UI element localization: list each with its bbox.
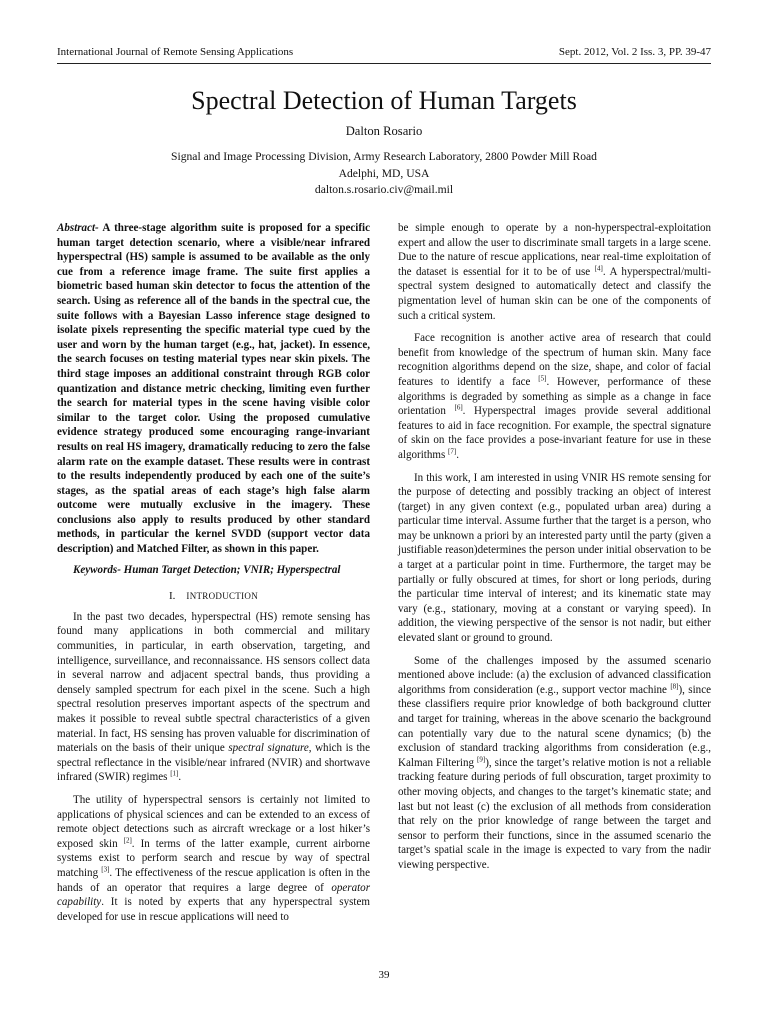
issue-info: Sept. 2012, Vol. 2 Iss. 3, PP. 39-47 xyxy=(558,46,711,58)
affiliation-block xyxy=(0,149,768,199)
right-column xyxy=(398,221,711,881)
header-rule xyxy=(57,63,711,64)
paper-title: Spectral Detection of Human Targets xyxy=(191,86,577,115)
citation: [9] xyxy=(477,755,486,764)
citation: [2] xyxy=(123,836,132,845)
section-number: I. xyxy=(168,590,176,603)
intro-paragraph-1: In the past two decades, hyperspectral (HS) remote sensing has found many applications in both commercial and military communities, in particular, in earth observation, targeting, and intelligence, surveillance, and reconnaissance. HS sensors collect data in several narrow and adjacent spectral bands, thus providing a densely sampled spectrum for each pixel in the scene. Such a high spectral resolution preserves important aspects of the spectrum and makes it possible to reveal subtle spectral characteristics of a given material. In fact, HS sensing has proven valuable for discrimination of materials on the basis of their unique spectral signature, which is the spectral reflectance in the visible/near infrared (NVIR) and shortwave infrared (SWIR) regimes [1]. xyxy=(57,610,370,784)
citation: [8] xyxy=(670,682,679,691)
journal-name: International Journal of Remote Sensing Applications xyxy=(57,46,294,58)
author-email: dalton.s.rosario.civ@mail.mil xyxy=(314,183,454,197)
citation: [7] xyxy=(448,447,457,456)
affiliation-line-1: Signal and Image Processing Division, Army Research Laboratory, 2800 Powder Mill Road xyxy=(171,150,597,163)
author-name: Dalton Rosario xyxy=(345,124,423,138)
section-title: INTRODUCTION xyxy=(186,591,258,602)
intro-paragraph-2: The utility of hyperspectral sensors is certainly not limited to applications of physical sciences and can be extended to an excess of remote object detections such as aircraft wreckage or a lost hiker’s exposed skin [2]. In terms of the latter example, current airborne systems exist to perform search and rescue by way of spectral matching [3]. The effectiveness of the rescue application is often in the hands of an operator that requires a large degree of operator capability. It is noted by experts that any hyperspectral system developed for use in rescue applications will need to xyxy=(57,793,370,923)
intro-paragraph-5: In this work, I am interested in using VNIR HS remote sensing for the purpose of detecting and possibly tracking an object of interest (target) in any given context (e.g., populated urban area) during a particular time interval. Assume further that the target is a person, who may be unknown a priori by an interested party until the party (given a justifiable reason)determines the person under initial observation to be a target at a particular point in time. Furthermore, the target may be partially or fully obscured at times, for short or long periods, during the particular time interval of interest; and its kinematic state may vary (e.g., stationary, moving at a constant or varying speed). In addition, the viewing perspective of the sensor is not nadir, but either elevated slant or ground to ground. xyxy=(398,471,711,645)
citation: [3] xyxy=(101,865,110,874)
abstract xyxy=(57,221,370,557)
citation: [4] xyxy=(594,264,603,273)
emphasis-operator-capability: operator capability xyxy=(57,881,370,909)
emphasis-spectral-signature: spectral signature xyxy=(228,742,309,755)
abstract-label: Abstract- xyxy=(57,222,99,234)
intro-paragraph-4: Face recognition is another active area of research that could benefit from knowledge of the spectrum of human skin. Many face recognition algorithms depend on the size, shape, and color of facial features to identify a face [5]. However, performance of these algorithms is degraded by something as simple as a change in face orientation [6]. Hyperspectral images provide several additional features to aid in face recognition. For example, the spectral signature of skin on the face provides a pose-invariant feature for use in these algorithms [7]. xyxy=(398,332,711,461)
citation: [5] xyxy=(538,374,547,383)
keywords: Keywords- Human Target Detection; VNIR; Hyperspectral xyxy=(73,563,341,576)
intro-paragraph-3: be simple enough to operate by a non-hyperspectral-exploitation expert and allow the user to discriminate small targets in a large scene. Due to the nature of rescue applications, near real-time exploitation of the dataset is essential for it to be of use [4]. A hyperspectral/multi-spectral system designed to automatically detect and classify the pigmentation level of human skin can be one of the components of such a critical system. xyxy=(398,222,711,322)
page-number: 39 xyxy=(378,969,390,981)
citation: [6] xyxy=(454,403,463,412)
section-heading-introduction xyxy=(57,589,370,604)
left-column xyxy=(57,221,370,932)
abstract-text: A three-stage algorithm suite is proposed for a specific human target detection scenario, where a visible/near infrared hyperspectral (HS) sample is assumed to be available as the only cue from a reference image frame. The suite first applies a biometric based human skin detector to focus the attention of the search. Using as reference all of the bands in the spectral cue, the suite follows with a Bayesian Lasso inference stage designed to isolate pixels representing the specific material type cued by the user and worn by the human target (e.g., hat, jacket). In essence, the search focuses on testing material types near skin pixels. The third stage imposes an additional constraint through RGB color quantization and distance metric checking, limiting even further the search for material types in the scene having visible color similar to the target color. Using the proposed cumulative evidence strategy produced some encouraging range-invariant results on real HS imagery, dramatically reducing to zero the false alarm rate on the example dataset. These results were in contrast to the results independently produced by each one of the suite’s stages, as the spatial areas of each stage’s high false alarm outcome were mutually exclusive in the imagery. These conclusions also apply to results produced by other standard methods, in particular the kernel SVDD (support vector data description) and Matched Filter, as shown in this paper. xyxy=(57,222,370,556)
citation: [1] xyxy=(170,769,179,778)
intro-paragraph-6: Some of the challenges imposed by the assumed scenario mentioned above include: (a) the exclusion of advanced classification algorithms from consideration (e.g., support vector machine [8]), since these classifiers require prior knowledge of both background clutter and target for training, whereas in the above scenario the background can potentially vary due to the natural scene dynamics; (b) the exclusion of standard tracking algorithms from consideration (e.g., Kalman Filtering [9]), since the target’s relative motion is not a reliable tracking feature during periods of full obscuration, target proximity to other moving objects, and changes to the target’s kinematic state; and last but not least (c) the exclusion of all methods from consideration that rely on the prior knowledge of range between the target and sensor to perform their functions, since in the assumed scenario the target’s spatial scale in the image is expected to vary from the nadir viewing perspective. xyxy=(398,654,712,871)
affiliation-line-2: Adelphi, MD, USA xyxy=(338,166,430,180)
